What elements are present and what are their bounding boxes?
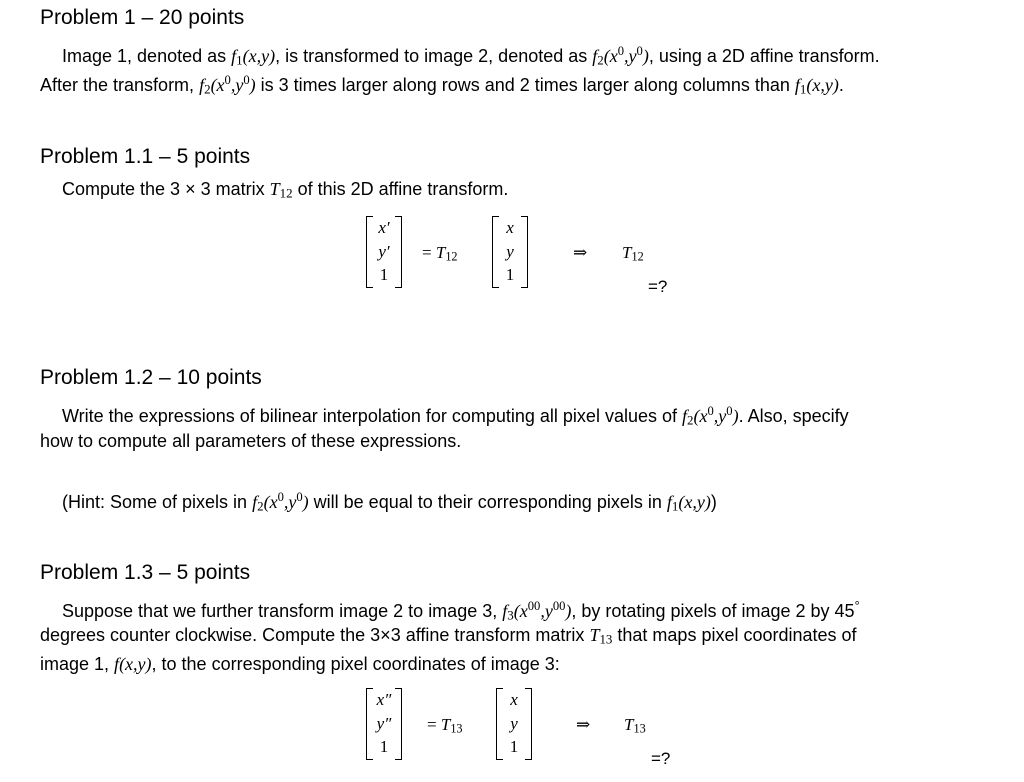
- implies-arrow: ⇒: [576, 715, 591, 734]
- text-run: will be equal to their corresponding pixels in: [308, 491, 667, 512]
- problem-1-2-text-line2: how to compute all parameters of these expressions.: [40, 431, 462, 451]
- matrix-cell: y: [506, 242, 514, 261]
- text-run: , using a 2D affine transform.: [648, 45, 880, 66]
- text-run: After the transform,: [40, 74, 200, 95]
- math-f2: $f2(x^0,y^0)$: [199, 73, 256, 97]
- text-run: Write the expressions of bilinear interpolation for computing all pixel values of: [62, 405, 682, 426]
- text-run: is 3 times larger along rows and 2 times larger along columns than: [255, 74, 795, 95]
- text-run: Suppose that we further transform image 2 to image 3,: [62, 600, 503, 621]
- equation-rhs-label: = T12: [422, 243, 458, 264]
- math-f2: $f2(x^0,y^0)$: [682, 404, 739, 428]
- degree-symbol: °: [854, 599, 860, 613]
- problem-1-heading: Problem 1 – 20 points: [40, 6, 245, 29]
- math-T12: T12: [269, 179, 293, 201]
- matrix-rhs: [492, 216, 528, 288]
- problem-1-text-line2: [40, 66, 990, 104]
- matrix-cell: 1: [379, 265, 389, 284]
- matrix-cell: 1: [509, 737, 519, 756]
- math-f2: $f2(x^0,y^0)$: [592, 44, 649, 68]
- problem-1-3-text-line3: [40, 650, 990, 679]
- text-run: , by rotating pixels of image 2 by 45: [571, 600, 855, 621]
- problem-1-3-text-line2: [40, 621, 990, 654]
- matrix-cell: x″: [376, 690, 392, 709]
- question-mark: =?: [651, 749, 671, 768]
- text-run: Image 1, denoted as: [62, 45, 232, 66]
- math-T12: T12: [622, 243, 644, 264]
- math-f: f(x,y): [114, 654, 152, 674]
- text-run: .: [838, 74, 844, 95]
- matrix-cell: y′: [378, 242, 390, 261]
- text-run: , to the corresponding pixel coordinates of image 3:: [151, 654, 560, 674]
- math-f3: $f3(x^{00},y^{00})$: [502, 599, 572, 623]
- problem-1-3-heading: Problem 1.3 – 5 points: [40, 561, 251, 584]
- problem-1-1-heading: Problem 1.1 – 5 points: [40, 145, 251, 168]
- equation-rhs-label: = T13: [427, 715, 463, 736]
- problem-1-1-text: [40, 175, 990, 208]
- math-T13: T13: [624, 715, 646, 736]
- matrix-cell: x′: [378, 218, 390, 237]
- text-run: degrees counter clockwise. Compute the 3×3 affine transform matrix: [40, 625, 590, 645]
- matrix-cell: y: [510, 714, 518, 733]
- matrix-cell: x: [506, 218, 514, 237]
- matrix-cell: 1: [379, 737, 389, 756]
- text-run: . Also, specify: [738, 405, 849, 426]
- math-f1: f1(x,y): [666, 491, 711, 514]
- matrix-cell: 1: [505, 265, 515, 284]
- text-run: , is transformed to image 2, denoted as: [275, 45, 593, 66]
- text-run: of this 2D affine transform.: [292, 179, 509, 199]
- matrix-cell: y″: [376, 714, 392, 733]
- math-f1: f1(x,y): [794, 74, 839, 97]
- text-run: image 1,: [40, 654, 115, 674]
- text-run: that maps pixel coordinates of: [612, 625, 857, 645]
- text-run: (Hint: Some of pixels in: [62, 491, 253, 512]
- implies-arrow: ⇒: [573, 243, 588, 262]
- math-f1: f1(x,y): [231, 45, 276, 68]
- text-run: Compute the 3 × 3 matrix: [62, 179, 270, 199]
- matrix-lhs: [366, 216, 402, 288]
- problem-1-2-hint: [40, 483, 990, 521]
- problem-1-2-heading: Problem 1.2 – 10 points: [40, 366, 262, 389]
- matrix-cell: x: [510, 690, 518, 709]
- matrix-rhs: [496, 688, 532, 760]
- question-mark: =?: [648, 277, 668, 296]
- text-run: ): [710, 491, 717, 512]
- math-f2: $f2(x^0,y^0)$: [252, 490, 309, 514]
- matrix-lhs: [366, 688, 402, 760]
- math-T13: T13: [589, 625, 613, 647]
